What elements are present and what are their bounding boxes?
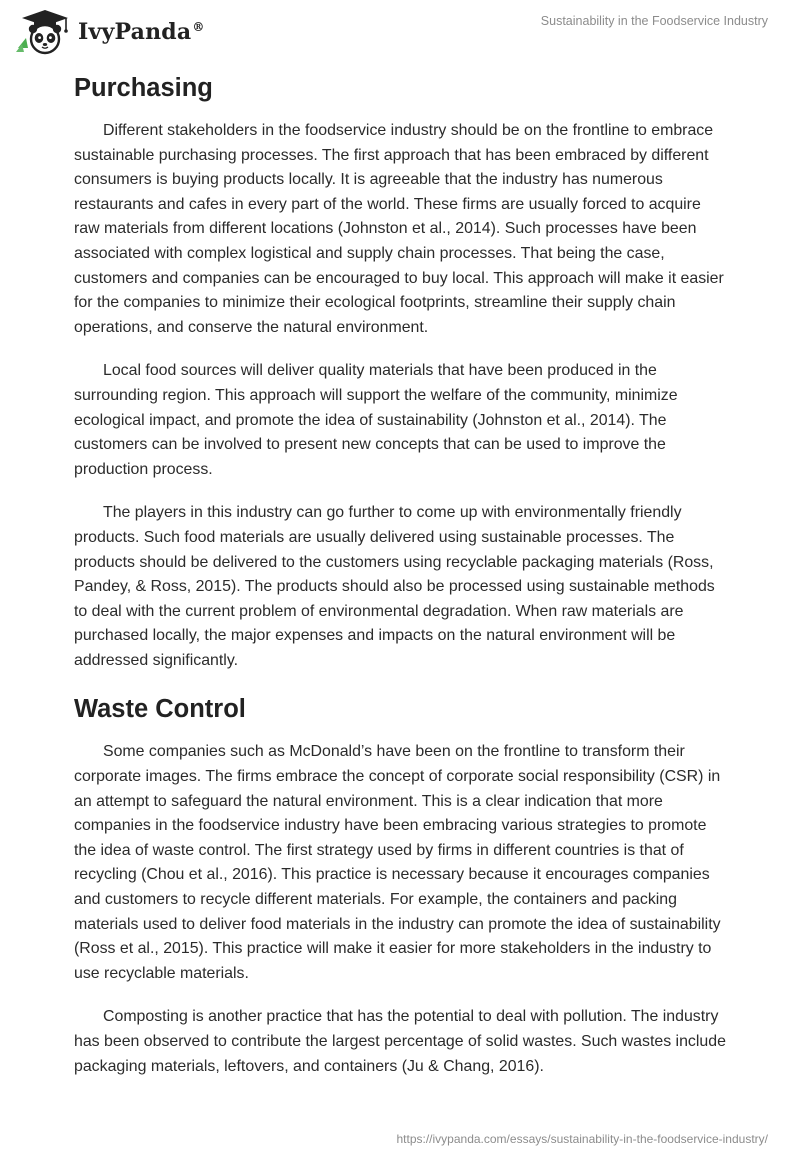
section-heading-purchasing: Purchasing — [74, 74, 213, 102]
running-title: Sustainability in the Foodservice Industry — [540, 14, 768, 28]
paragraph: Different stakeholders in the foodservice industry should be on the frontline to embrace sustainable purchasing processes. The first approach that has been embraced by different consumers is buying products locally. It is agreeable that the industry has numerous restaurants and cafes in every part of the world. These firms are usually forced to acquire raw materials from different locations (Johnston et al., 2014). Such processes have been associated with complex logistical and supply chain processes. That being the case, customers and companies can be encouraged to buy local. This approach will make it easier for the companies to minimize their ecological footprints, streamline their supply chain operations, and conserve the natural environment. — [74, 122, 724, 336]
essay-body — [74, 70, 726, 1079]
source-url[interactable]: https://ivypanda.com/essays/sustainability-in-the-foodservice-industry/ — [396, 1132, 768, 1146]
panda-graduate-icon — [14, 8, 76, 56]
paragraph: Composting is another practice that has the potential to deal with pollution. The industry has been observed to contribute the largest percentage of solid wastes. Such wastes include packaging materials, leftovers, and containers (Ju & Chang, 2016). — [74, 1008, 726, 1075]
paragraph: Some companies such as McDonald’s have been on the frontline to transform their corporate images. The firms embrace the concept of corporate social responsibility (CSR) in an attempt to safeguard the natural environment. This is a clear indication that more companies in the foodservice industry have been embracing various strategies to promote the idea of waste control. The first strategy used by firms in different countries is that of recycling (Chou et al., 2016). This practice is necessary because it encourages companies and customers to recycle different materials. For example, the containers and packing materials used to deliver food materials in the industry can promote the idea of sustainability (Ross et al., 2015). This practice will make it easier for more stakeholders in the industry to use recyclable materials. — [74, 743, 721, 982]
page-header — [0, 0, 800, 62]
ivypanda-logo[interactable] — [14, 8, 244, 56]
registered-mark: ® — [192, 19, 205, 34]
section-heading-waste-control: Waste Control — [74, 695, 246, 724]
paragraph: The players in this industry can go further to come up with environmentally friendly products. Such food materials are usually delivered using sustainable processes. The products should be delivered to the customers using recyclable packaging materials (Ross, Pandey, & Ross, 2015). The products should also be processed using sustainable methods to deal with the current problem of environmental degradation. When raw materials are purchased locally, the major expenses and impacts on the natural environment will be addressed significantly. — [74, 504, 715, 669]
paragraph: Local food sources will deliver quality materials that have been produced in the surrounding region. This approach will support the welfare of the community, minimize ecological impact, and promote the idea of sustainability (Johnston et al., 2014). The customers can be involved to present new concepts that can be used to improve the production process. — [74, 362, 678, 478]
brand-name: IvyPanda® — [78, 19, 205, 45]
